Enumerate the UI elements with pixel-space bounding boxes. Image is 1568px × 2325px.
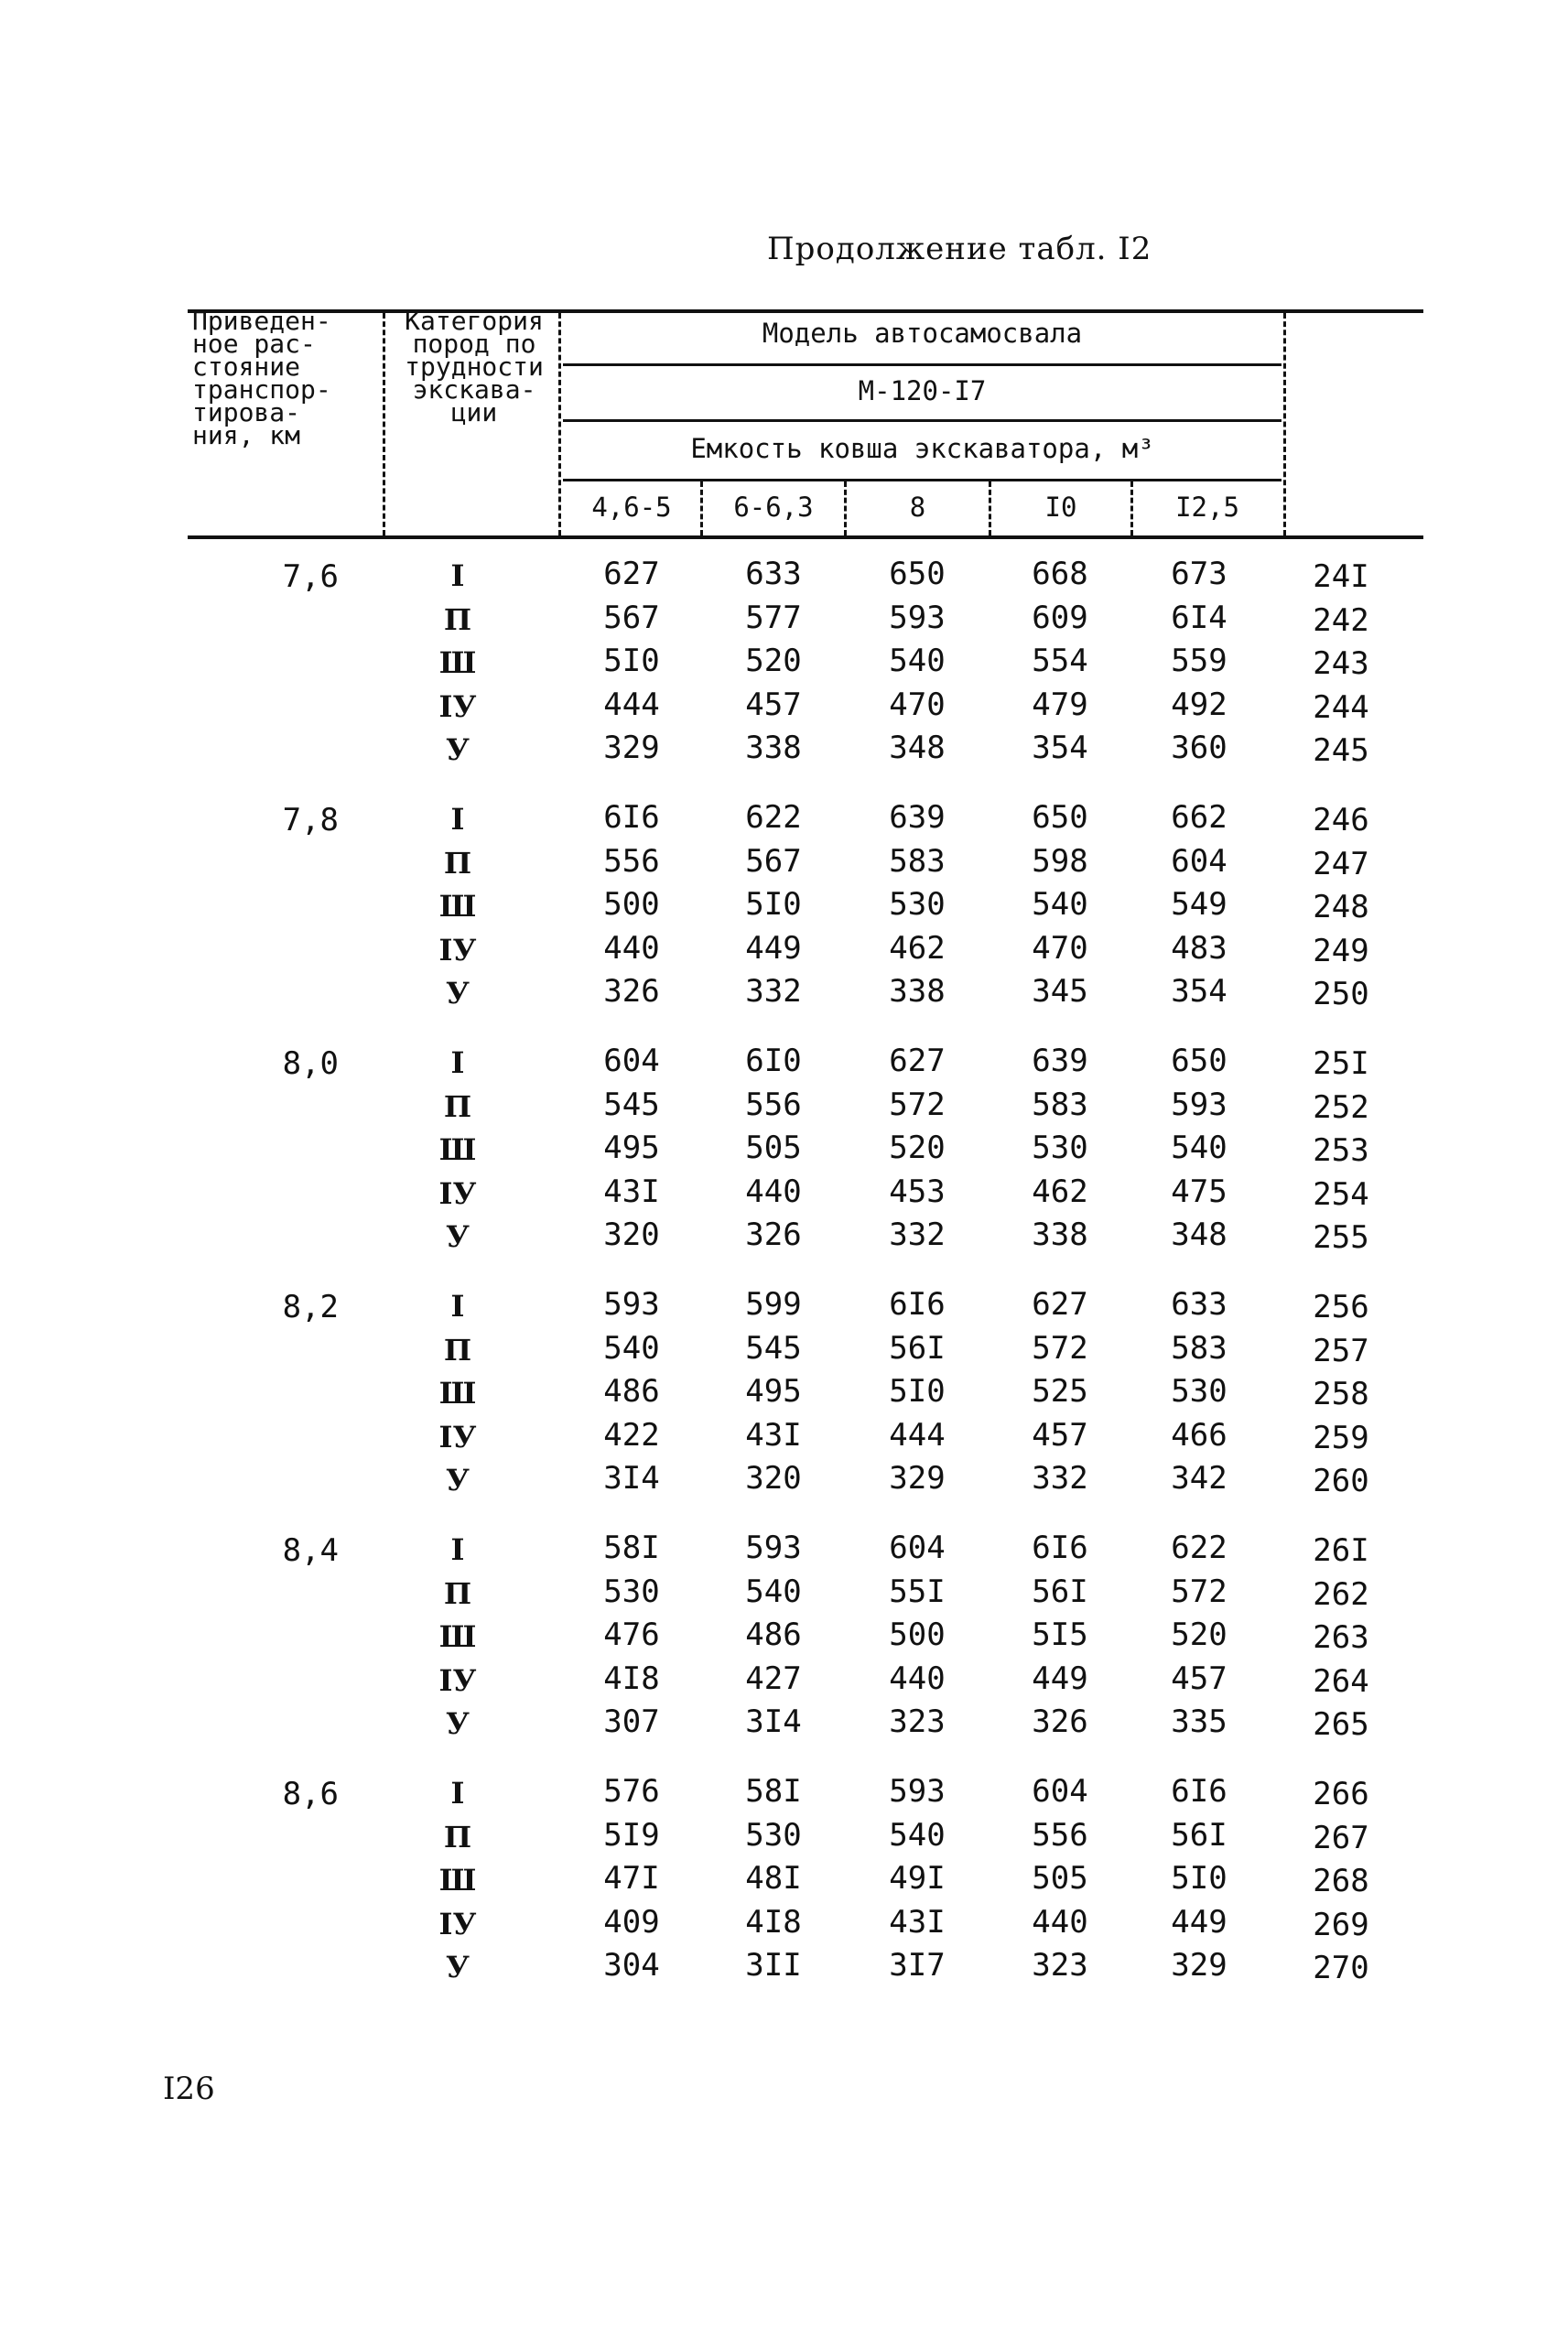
table-cell: 6I6 bbox=[1032, 1530, 1088, 1566]
table-cell: 6I4 bbox=[1171, 599, 1227, 636]
table-cell: 342 bbox=[1171, 1460, 1227, 1497]
category-value: Ш bbox=[438, 1619, 477, 1654]
capacity-col-1: 4,6-5 bbox=[591, 492, 672, 523]
table-cell: 530 bbox=[603, 1573, 660, 1610]
row-number: 260 bbox=[1313, 1463, 1369, 1499]
table-cell: 540 bbox=[745, 1573, 802, 1610]
category-value: IУ bbox=[438, 1419, 477, 1454]
category-value: У bbox=[446, 976, 470, 1011]
model-header: Модель автосамосвала bbox=[762, 318, 1083, 349]
capacity-col-5: I2,5 bbox=[1175, 492, 1239, 523]
category-value: Ш bbox=[438, 1863, 477, 1898]
table-cell: 56I bbox=[1171, 1816, 1227, 1854]
table-cell: 650 bbox=[1032, 799, 1088, 836]
table-cell: 338 bbox=[1032, 1217, 1088, 1253]
table-cell: 326 bbox=[1032, 1703, 1088, 1740]
table-cell: 427 bbox=[745, 1660, 802, 1697]
category-value: П bbox=[443, 1575, 472, 1611]
table-cell: 332 bbox=[1032, 1460, 1088, 1497]
table-cell: 6I6 bbox=[1171, 1773, 1227, 1810]
table-cell: 5I0 bbox=[889, 1373, 946, 1410]
table-cell: 486 bbox=[745, 1617, 802, 1653]
row-number: 259 bbox=[1313, 1419, 1369, 1456]
row-number: 265 bbox=[1313, 1706, 1369, 1743]
table-cell: 444 bbox=[889, 1416, 946, 1454]
table-cell: 326 bbox=[603, 973, 660, 1010]
table-cell: 338 bbox=[745, 730, 802, 766]
table-cell: 599 bbox=[745, 1286, 802, 1323]
table-cell: 345 bbox=[1032, 973, 1088, 1010]
table-cell: 668 bbox=[1032, 556, 1088, 592]
table-cell: 329 bbox=[889, 1460, 946, 1497]
table-cell: 440 bbox=[603, 929, 660, 967]
table-cell: 576 bbox=[603, 1773, 660, 1810]
table-cell: 530 bbox=[745, 1816, 802, 1854]
table-cell: 453 bbox=[889, 1173, 946, 1210]
table-cell: 466 bbox=[1171, 1416, 1227, 1454]
category-value: IУ bbox=[438, 1175, 477, 1211]
table-cell: 307 bbox=[603, 1703, 660, 1740]
category-value: I bbox=[450, 802, 465, 837]
table-cell: 4I8 bbox=[603, 1660, 660, 1697]
category-value: IУ bbox=[438, 1906, 477, 1941]
category-value: IУ bbox=[438, 688, 477, 724]
table-cell: 348 bbox=[1171, 1217, 1227, 1253]
table-cell: 604 bbox=[1171, 842, 1227, 880]
table-cell: 58I bbox=[603, 1530, 660, 1566]
table-cell: 627 bbox=[889, 1043, 946, 1079]
distance-column-header: Приведен- ное рас- стояние транспор- тирова- ния, км bbox=[192, 306, 331, 450]
category-value: I bbox=[450, 1532, 465, 1567]
table-cell: 43I bbox=[745, 1416, 802, 1454]
capacity-col-2: 6-6,3 bbox=[733, 492, 814, 523]
table-cell: 525 bbox=[1032, 1373, 1088, 1410]
table-cell: 604 bbox=[1032, 1773, 1088, 1810]
table-cell: 332 bbox=[745, 973, 802, 1010]
table-cell: 556 bbox=[603, 842, 660, 880]
model-rule bbox=[563, 363, 1281, 366]
table-cell: 5I0 bbox=[745, 886, 802, 923]
header-bottom-rule bbox=[188, 535, 1423, 539]
distance-value: 8,0 bbox=[282, 1045, 339, 1082]
table-cell: 540 bbox=[603, 1329, 660, 1367]
table-cell: 440 bbox=[745, 1173, 802, 1210]
table-cell: 304 bbox=[603, 1947, 660, 1984]
table-cell: 55I bbox=[889, 1573, 946, 1610]
category-value: I bbox=[450, 1045, 465, 1080]
distance-value: 8,4 bbox=[282, 1532, 339, 1569]
category-value: Ш bbox=[438, 1132, 477, 1167]
table-cell: 530 bbox=[889, 886, 946, 923]
table-cell: 559 bbox=[1171, 643, 1227, 679]
table-cell: 3I4 bbox=[603, 1460, 660, 1497]
row-number: 247 bbox=[1313, 845, 1369, 882]
table-cell: 354 bbox=[1171, 973, 1227, 1010]
table-cell: 5I0 bbox=[1171, 1860, 1227, 1897]
table-cell: 520 bbox=[889, 1130, 946, 1166]
table-cell: 49I bbox=[889, 1860, 946, 1897]
row-number: 246 bbox=[1313, 802, 1369, 838]
row-number: 24I bbox=[1313, 558, 1369, 595]
table-cell: 633 bbox=[745, 556, 802, 592]
page-number: I26 bbox=[163, 2071, 215, 2107]
distance-value: 7,6 bbox=[282, 558, 339, 595]
row-number: 26I bbox=[1313, 1532, 1369, 1569]
category-value: У bbox=[446, 732, 470, 767]
table-cell: 540 bbox=[889, 643, 946, 679]
table-cell: 444 bbox=[603, 686, 660, 723]
table-cell: 3I7 bbox=[889, 1947, 946, 1984]
table-cell: 483 bbox=[1171, 929, 1227, 967]
table-cell: 639 bbox=[1032, 1043, 1088, 1079]
table-cell: 593 bbox=[745, 1530, 802, 1566]
table-cell: 462 bbox=[1032, 1173, 1088, 1210]
row-number: 267 bbox=[1313, 1819, 1369, 1856]
row-number: 257 bbox=[1313, 1332, 1369, 1369]
table-cell: 329 bbox=[1171, 1947, 1227, 1984]
table-cell: 47I bbox=[603, 1860, 660, 1897]
table-cell: 5I9 bbox=[603, 1816, 660, 1854]
table-cell: 476 bbox=[603, 1617, 660, 1653]
table-cell: 622 bbox=[745, 799, 802, 836]
category-value: П bbox=[443, 1332, 472, 1368]
table-cell: 604 bbox=[889, 1530, 946, 1566]
capacity-col-3: 8 bbox=[909, 492, 926, 523]
table-cell: 583 bbox=[1032, 1086, 1088, 1123]
category-value: Ш bbox=[438, 889, 477, 924]
header-divider bbox=[558, 313, 561, 535]
row-number: 262 bbox=[1313, 1575, 1369, 1613]
table-cell: 354 bbox=[1032, 730, 1088, 766]
table-cell: 5I5 bbox=[1032, 1617, 1088, 1653]
row-number: 253 bbox=[1313, 1132, 1369, 1169]
table-cell: 604 bbox=[603, 1043, 660, 1079]
table-cell: 556 bbox=[1032, 1816, 1088, 1854]
table-cell: 449 bbox=[1032, 1660, 1088, 1697]
table-cell: 320 bbox=[745, 1460, 802, 1497]
table-cell: 5I0 bbox=[603, 643, 660, 679]
table-cell: 500 bbox=[889, 1617, 946, 1653]
capacity-header: Емкость ковша экскаватора, м³ bbox=[690, 433, 1154, 464]
table-cell: 572 bbox=[1171, 1573, 1227, 1610]
table-cell: 540 bbox=[1171, 1130, 1227, 1166]
table-cell: 4I8 bbox=[745, 1903, 802, 1941]
table-cell: 6I6 bbox=[603, 799, 660, 836]
table-cell: 43I bbox=[603, 1173, 660, 1210]
table-cell: 650 bbox=[1171, 1043, 1227, 1079]
category-value: I bbox=[450, 1289, 465, 1324]
row-number: 244 bbox=[1313, 688, 1369, 726]
category-value: П bbox=[443, 1088, 472, 1124]
table-cell: 593 bbox=[1171, 1086, 1227, 1123]
table-cell: 457 bbox=[745, 686, 802, 723]
row-number: 243 bbox=[1313, 645, 1369, 682]
table-cell: 554 bbox=[1032, 643, 1088, 679]
row-number: 266 bbox=[1313, 1776, 1369, 1812]
table-cell: 479 bbox=[1032, 686, 1088, 723]
table-cell: 323 bbox=[889, 1703, 946, 1740]
table-cell: 540 bbox=[1032, 886, 1088, 923]
table-caption: Продолжение табл. I2 bbox=[767, 231, 1152, 267]
header-divider bbox=[383, 313, 385, 535]
category-value: Ш bbox=[438, 1376, 477, 1411]
table-cell: 593 bbox=[889, 599, 946, 636]
category-column-header: Категория пород по трудности экскава- ции bbox=[405, 306, 544, 427]
row-number: 248 bbox=[1313, 889, 1369, 925]
table-cell: 492 bbox=[1171, 686, 1227, 723]
distance-value: 8,2 bbox=[282, 1289, 339, 1325]
row-number: 270 bbox=[1313, 1950, 1369, 1986]
table-cell: 3II bbox=[745, 1947, 802, 1984]
category-value: I bbox=[450, 558, 465, 593]
table-cell: 673 bbox=[1171, 556, 1227, 592]
table-cell: 633 bbox=[1171, 1286, 1227, 1323]
category-value: IУ bbox=[438, 1662, 477, 1698]
table-cell: 56I bbox=[1032, 1573, 1088, 1610]
table-cell: 3I4 bbox=[745, 1703, 802, 1740]
table-cell: 326 bbox=[745, 1217, 802, 1253]
category-value: П bbox=[443, 601, 472, 637]
table-cell: 572 bbox=[1032, 1329, 1088, 1367]
table-cell: 320 bbox=[603, 1217, 660, 1253]
table-cell: 572 bbox=[889, 1086, 946, 1123]
header-divider bbox=[1283, 313, 1286, 535]
row-number: 250 bbox=[1313, 976, 1369, 1012]
table-cell: 650 bbox=[889, 556, 946, 592]
table-cell: 540 bbox=[889, 1816, 946, 1854]
table-cell: 609 bbox=[1032, 599, 1088, 636]
table-cell: 545 bbox=[603, 1086, 660, 1123]
row-number: 258 bbox=[1313, 1376, 1369, 1412]
table-cell: 440 bbox=[889, 1660, 946, 1697]
table-cell: 348 bbox=[889, 730, 946, 766]
table-cell: 422 bbox=[603, 1416, 660, 1454]
category-value: У bbox=[446, 1950, 470, 1984]
table-cell: 567 bbox=[745, 842, 802, 880]
table-cell: 622 bbox=[1171, 1530, 1227, 1566]
table-cell: 505 bbox=[1032, 1860, 1088, 1897]
table-cell: 457 bbox=[1171, 1660, 1227, 1697]
table-cell: 500 bbox=[603, 886, 660, 923]
row-number: 252 bbox=[1313, 1088, 1369, 1126]
table-cell: 530 bbox=[1032, 1130, 1088, 1166]
row-number: 269 bbox=[1313, 1906, 1369, 1943]
category-value: У bbox=[446, 1463, 470, 1498]
table-cell: 598 bbox=[1032, 842, 1088, 880]
table-cell: 662 bbox=[1171, 799, 1227, 836]
table-cell: 556 bbox=[745, 1086, 802, 1123]
table-cell: 583 bbox=[889, 842, 946, 880]
table-cell: 470 bbox=[1032, 929, 1088, 967]
row-number: 245 bbox=[1313, 732, 1369, 769]
table-cell: 56I bbox=[889, 1329, 946, 1367]
table-cell: 505 bbox=[745, 1130, 802, 1166]
table-cell: 593 bbox=[603, 1286, 660, 1323]
table-cell: 583 bbox=[1171, 1329, 1227, 1367]
table-cell: 323 bbox=[1032, 1947, 1088, 1984]
row-number: 254 bbox=[1313, 1175, 1369, 1213]
row-number: 268 bbox=[1313, 1863, 1369, 1899]
capacity-rule bbox=[563, 479, 1281, 481]
table-cell: 495 bbox=[603, 1130, 660, 1166]
distance-value: 7,8 bbox=[282, 802, 339, 838]
table-cell: 6I0 bbox=[745, 1043, 802, 1079]
capacity-col-4: I0 bbox=[1044, 492, 1077, 523]
table-cell: 462 bbox=[889, 929, 946, 967]
table-cell: 475 bbox=[1171, 1173, 1227, 1210]
category-value: У bbox=[446, 1219, 470, 1254]
row-number: 255 bbox=[1313, 1219, 1369, 1256]
table-cell: 409 bbox=[603, 1903, 660, 1941]
table-cell: 520 bbox=[745, 643, 802, 679]
table-cell: 335 bbox=[1171, 1703, 1227, 1740]
table-cell: 332 bbox=[889, 1217, 946, 1253]
table-cell: 449 bbox=[745, 929, 802, 967]
category-value: П bbox=[443, 845, 472, 881]
category-value: У bbox=[446, 1706, 470, 1741]
model-value: М-120-I7 bbox=[858, 375, 987, 406]
table-cell: 48I bbox=[745, 1860, 802, 1897]
row-number: 242 bbox=[1313, 601, 1369, 639]
table-cell: 567 bbox=[603, 599, 660, 636]
table-cell: 329 bbox=[603, 730, 660, 766]
distance-value: 8,6 bbox=[282, 1776, 339, 1812]
category-value: П bbox=[443, 1819, 472, 1855]
row-number: 263 bbox=[1313, 1619, 1369, 1656]
table-cell: 495 bbox=[745, 1373, 802, 1410]
table-cell: 549 bbox=[1171, 886, 1227, 923]
table-cell: 43I bbox=[889, 1903, 946, 1941]
table-cell: 627 bbox=[1032, 1286, 1088, 1323]
table-cell: 627 bbox=[603, 556, 660, 592]
category-value: IУ bbox=[438, 932, 477, 968]
row-number: 264 bbox=[1313, 1662, 1369, 1700]
table-cell: 58I bbox=[745, 1773, 802, 1810]
table-cell: 577 bbox=[745, 599, 802, 636]
model-value-rule bbox=[563, 419, 1281, 422]
table-cell: 440 bbox=[1032, 1903, 1088, 1941]
category-value: I bbox=[450, 1776, 465, 1811]
table-cell: 6I6 bbox=[889, 1286, 946, 1323]
table-cell: 545 bbox=[745, 1329, 802, 1367]
row-number: 256 bbox=[1313, 1289, 1369, 1325]
header-top-rule bbox=[188, 309, 1423, 313]
table-cell: 520 bbox=[1171, 1617, 1227, 1653]
table-cell: 449 bbox=[1171, 1903, 1227, 1941]
table-cell: 593 bbox=[889, 1773, 946, 1810]
table-cell: 360 bbox=[1171, 730, 1227, 766]
table-cell: 486 bbox=[603, 1373, 660, 1410]
table-cell: 530 bbox=[1171, 1373, 1227, 1410]
table-cell: 470 bbox=[889, 686, 946, 723]
table-cell: 338 bbox=[889, 973, 946, 1010]
table-cell: 457 bbox=[1032, 1416, 1088, 1454]
row-number: 249 bbox=[1313, 932, 1369, 969]
row-number: 25I bbox=[1313, 1045, 1369, 1082]
table-cell: 639 bbox=[889, 799, 946, 836]
category-value: Ш bbox=[438, 645, 477, 680]
